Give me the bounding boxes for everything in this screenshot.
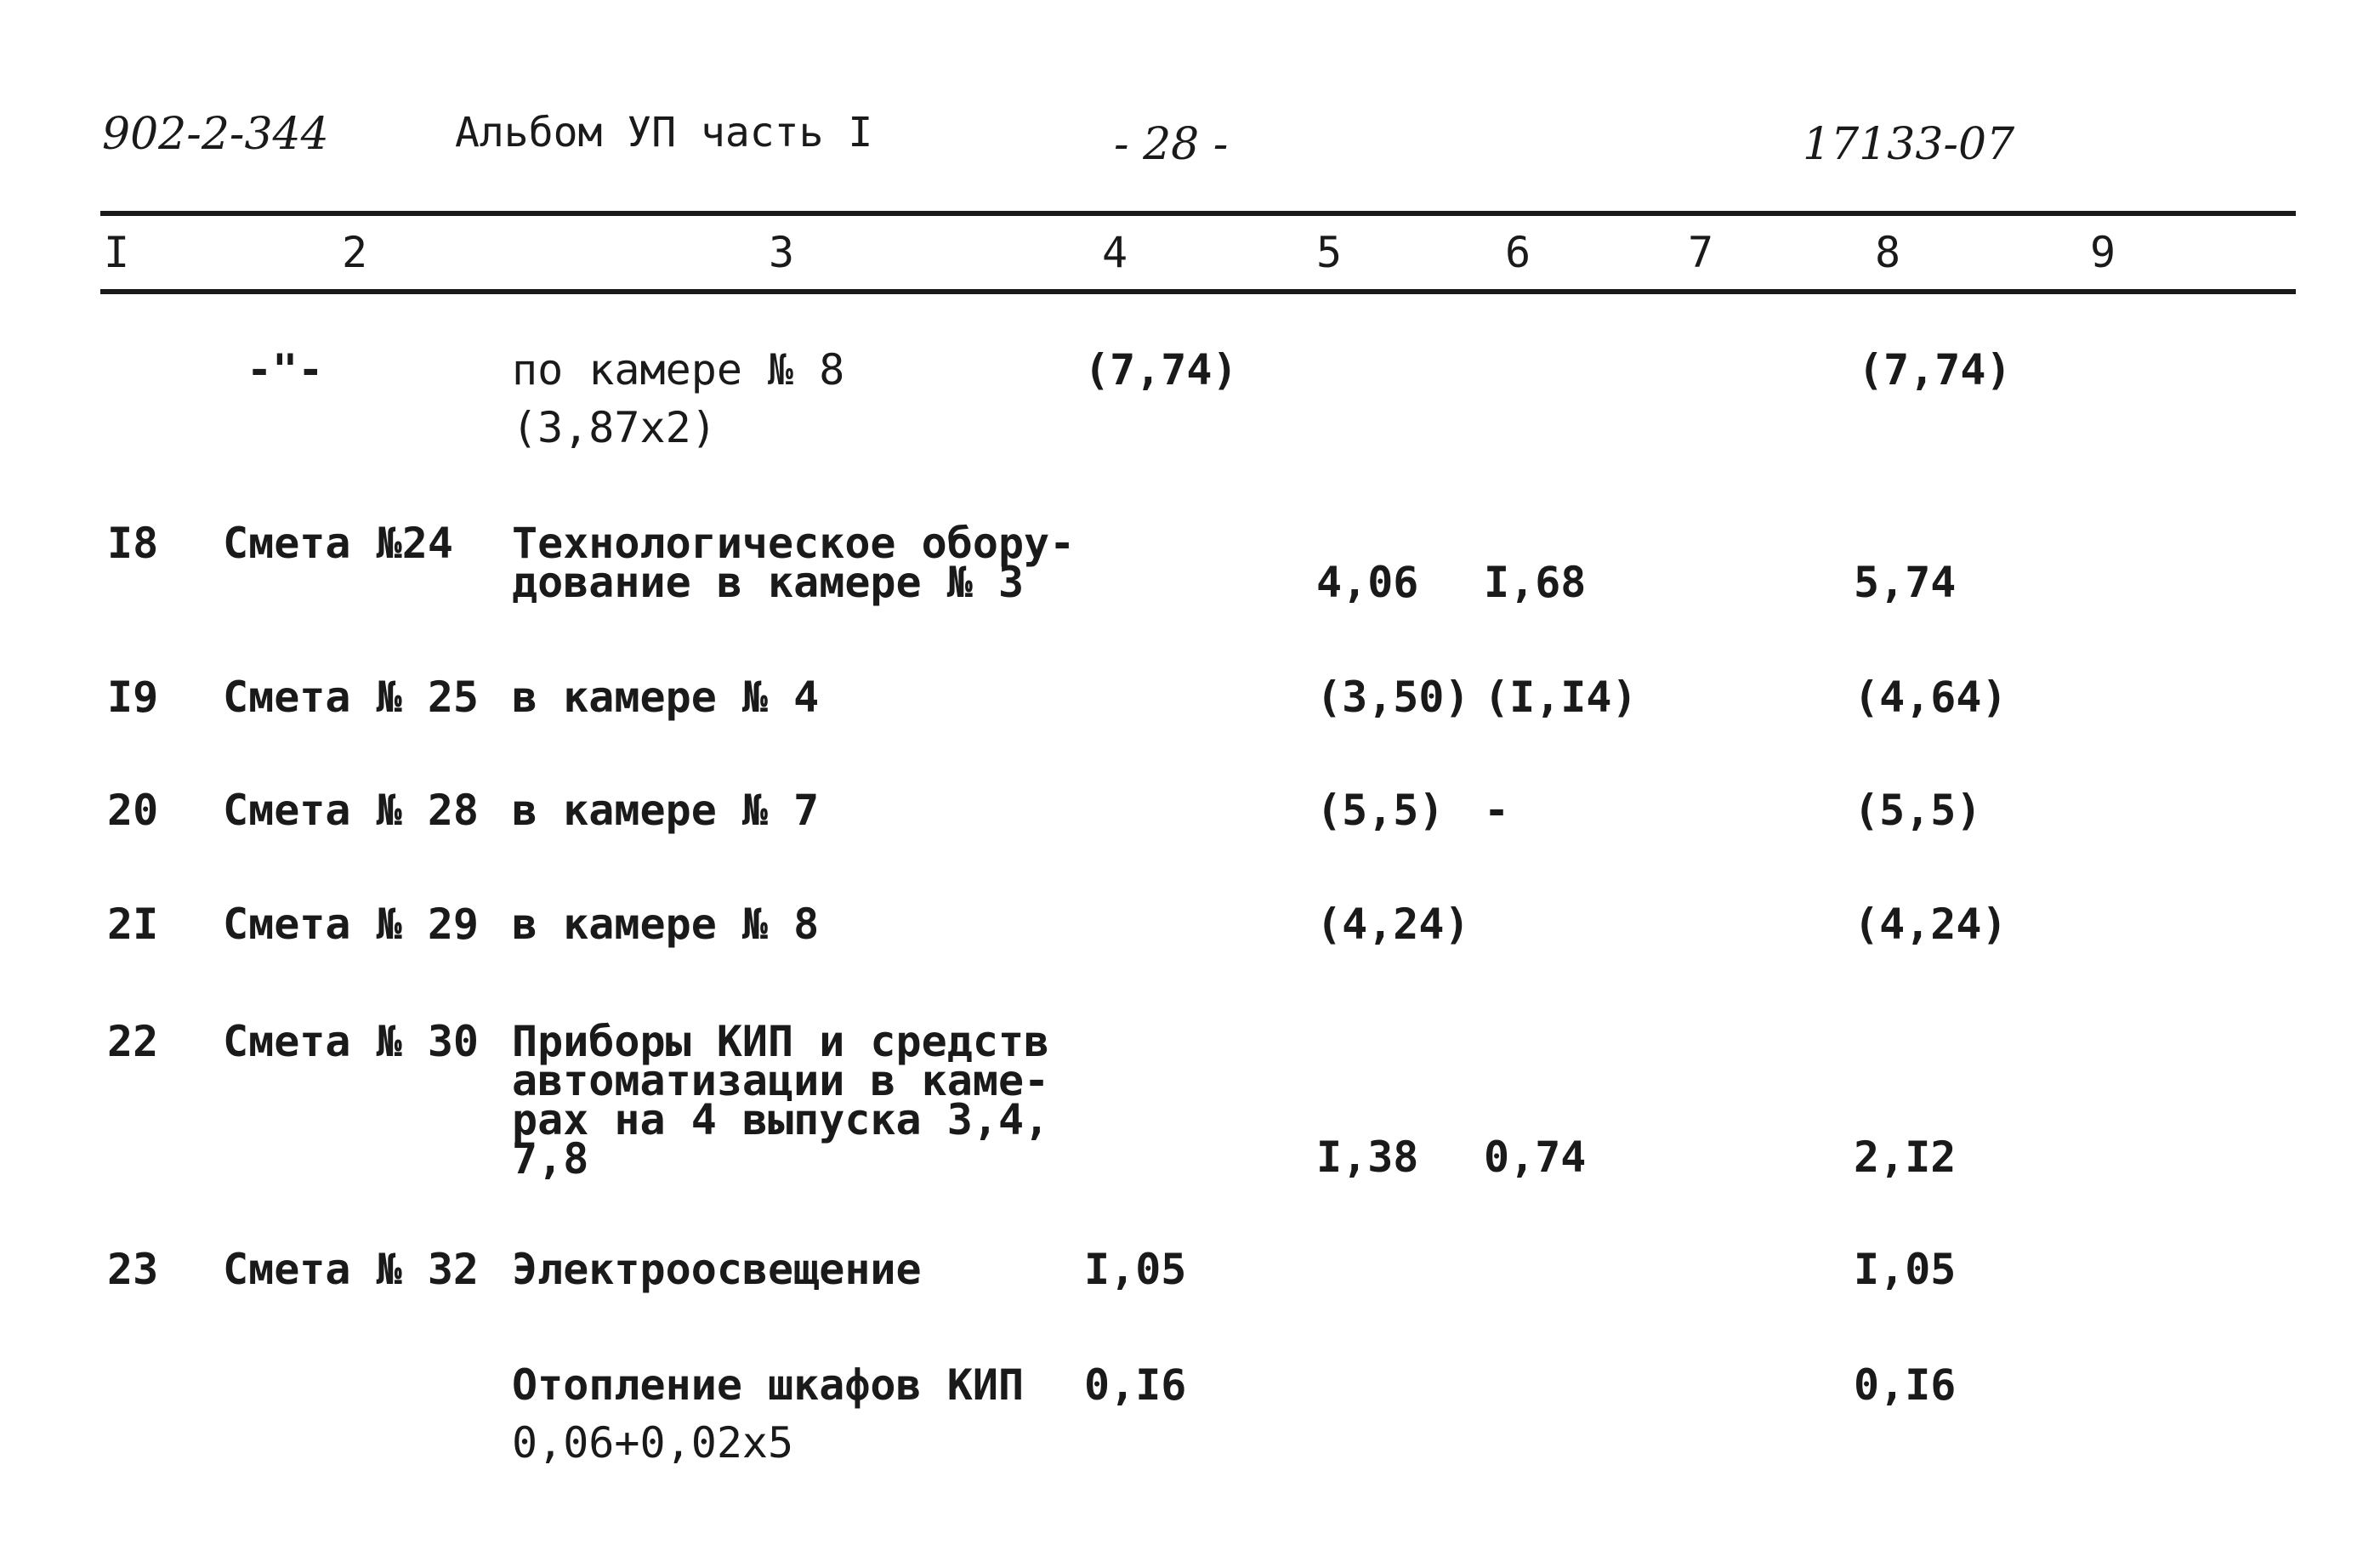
row-2-col8: (4,64) <box>1854 673 2008 722</box>
top-rule <box>100 211 2296 216</box>
row-5-description <box>512 1017 1050 1184</box>
row-4-estimate: Смета № 29 <box>223 900 480 949</box>
row-3-col6: - <box>1484 786 1510 835</box>
row-7-col4: 0,I6 <box>1084 1360 1187 1410</box>
row-7-desc-line-2: 0,06+0,02x5 <box>512 1418 794 1468</box>
row-5-desc-line-2: автоматизации в каме- <box>512 1056 1050 1105</box>
row-3-estimate: Смета № 28 <box>223 786 480 835</box>
row-2-description: в камере № 4 <box>512 673 820 722</box>
header-rule <box>100 289 2296 294</box>
album-title: Альбом УП часть I <box>455 109 873 156</box>
column-header-1: I <box>104 228 130 277</box>
column-header-2: 2 <box>342 228 368 277</box>
row-2-estimate: Смета № 25 <box>223 673 480 722</box>
row-3-col8: (5,5) <box>1854 786 1982 835</box>
page-number: - 28 - <box>1114 119 1229 170</box>
row-6-col8: I,05 <box>1854 1245 1957 1294</box>
row-3-description: в камере № 7 <box>512 786 820 835</box>
row-1-desc-line-2: дование в камере № 3 <box>512 558 1025 607</box>
row-6-col4: I,05 <box>1084 1245 1187 1294</box>
row-7-col8: 0,I6 <box>1854 1360 1957 1410</box>
row-4-number: 2I <box>107 900 159 949</box>
row-0-estimate: -"- <box>247 345 324 395</box>
row-0-desc-line-1: по камере № 8 <box>512 345 845 395</box>
row-4-col8: (4,24) <box>1854 900 2008 949</box>
row-2-col6: (I,I4) <box>1484 673 1638 722</box>
row-0-col8: (7,74) <box>1858 345 2012 395</box>
row-1-col8: 5,74 <box>1854 558 1957 607</box>
row-5-number: 22 <box>107 1017 159 1066</box>
column-header-9: 9 <box>2090 228 2116 277</box>
row-7-description <box>512 1360 1025 1468</box>
row-5-col6: 0,74 <box>1484 1133 1587 1182</box>
row-6-estimate: Смета № 32 <box>223 1245 480 1294</box>
row-3-number: 20 <box>107 786 159 835</box>
column-header-8: 8 <box>1875 228 1901 277</box>
row-4-col5: (4,24) <box>1316 900 1470 949</box>
row-5-col5: I,38 <box>1316 1133 1419 1182</box>
row-1-description <box>512 519 1076 607</box>
row-6-number: 23 <box>107 1245 159 1294</box>
row-6-description: Электроосвещение <box>512 1245 922 1294</box>
column-header-3: 3 <box>769 228 795 277</box>
row-1-estimate: Смета №24 <box>223 519 453 568</box>
row-5-desc-line-4: 7,8 <box>512 1134 589 1184</box>
row-1-desc-line-1: Технологическое обору- <box>512 519 1076 568</box>
column-header-7: 7 <box>1688 228 1714 277</box>
column-header-4: 4 <box>1102 228 1128 277</box>
document-code: 902-2-344 <box>102 109 329 160</box>
row-3-col5: (5,5) <box>1316 786 1445 835</box>
inventory-number: 17133-07 <box>1803 119 2015 170</box>
column-header-6: 6 <box>1505 228 1531 277</box>
row-7-desc-line-1: Отопление шкафов КИП <box>512 1360 1025 1410</box>
row-0-desc-line-2: (3,87x2) <box>512 403 717 452</box>
row-2-col5: (3,50) <box>1316 673 1470 722</box>
row-5-estimate: Смета № 30 <box>223 1017 480 1066</box>
row-5-desc-line-3: рах на 4 выпуска 3,4, <box>512 1095 1050 1144</box>
row-1-col6: I,68 <box>1484 558 1587 607</box>
column-header-5: 5 <box>1316 228 1343 277</box>
row-1-number: I8 <box>107 519 159 568</box>
row-1-col5: 4,06 <box>1316 558 1419 607</box>
row-2-number: I9 <box>107 673 159 722</box>
row-5-col8: 2,I2 <box>1854 1133 1957 1182</box>
row-0-col4: (7,74) <box>1084 345 1238 395</box>
row-0-description <box>512 345 845 452</box>
row-5-desc-line-1: Приборы КИП и средств <box>512 1017 1050 1066</box>
row-4-description: в камере № 8 <box>512 900 820 949</box>
